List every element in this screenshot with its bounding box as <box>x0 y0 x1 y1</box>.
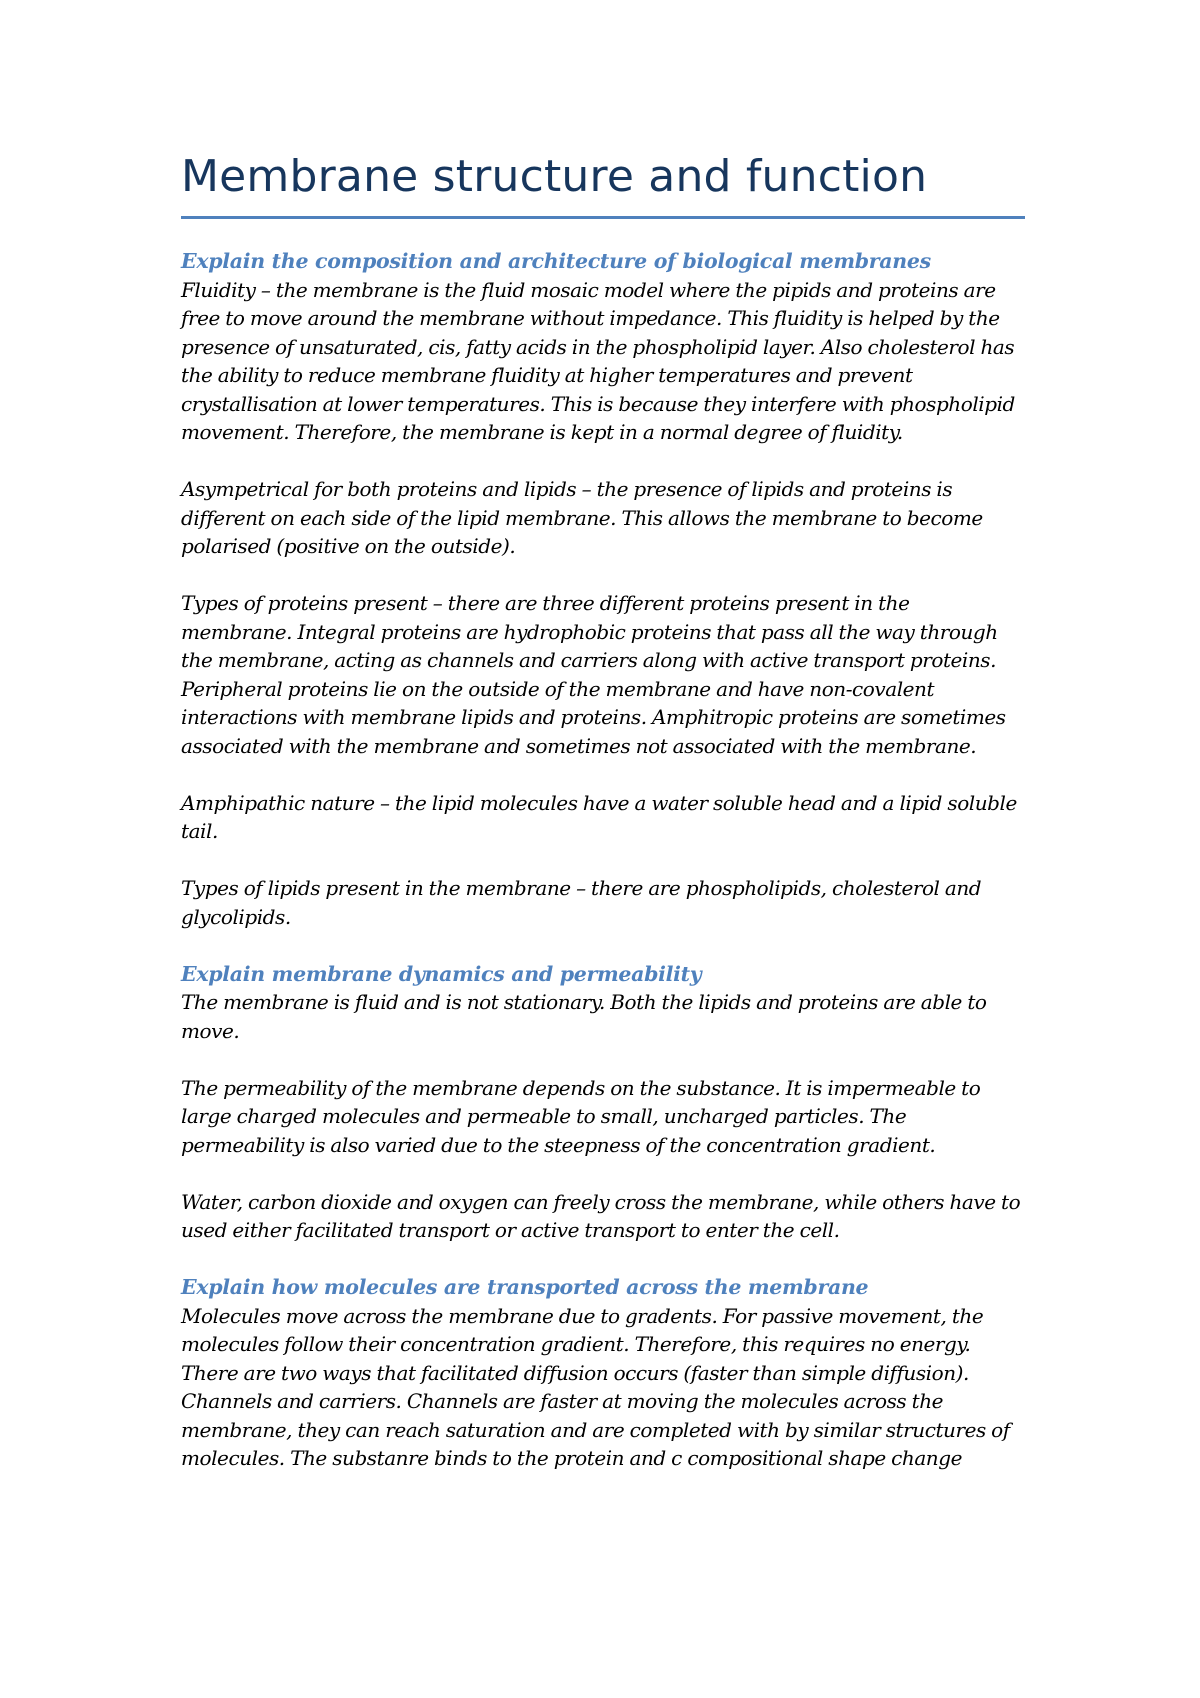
section-spacer <box>181 1245 1025 1274</box>
section-dynamics <box>181 960 1025 1245</box>
section-composition <box>181 247 1025 931</box>
paragraph-asymmetry: Asympetrical for both proteins and lipids – the presence of lipids and proteins is different on each side of the lipid membrane. This allows the membrane to become polarised (positive on the outside). <box>181 477 983 558</box>
section-heading: Explain membrane dynamics and permeability <box>181 961 702 986</box>
document-content <box>181 148 1025 1473</box>
paragraph-lipid-types: Types of lipids present in the membrane – there are phospholipids, cholesterol and glycolipids. <box>181 876 982 929</box>
section-heading: Explain the composition and architecture of biological membranes <box>181 249 931 273</box>
paragraph-fluidity: Fluidity – the membrane is the fluid mosaic model where the pipids and proteins are free to move around the membrane without impedance. This fluidity is helped by the presence of unsaturated, cis, fatty acids in the phospholipid layer. Also cholesterol has the ability to reduce membrane fluidity at higher temperatures and prevent crystallisation at lower temperatures. This is because they interfere with phospholipid movement. Therefore, the membrane is kept in a normal degree of fluidity. <box>181 277 1015 444</box>
paragraph-free-crossing: Water, carbon dioxide and oxygen can freely cross the membrane, while others have to used either facilitated transport or active transport to enter the cell. <box>181 1189 1021 1242</box>
page-title: Membrane structure and function <box>181 151 928 202</box>
section-heading: Explain how molecules are transported across the membrane <box>181 1275 869 1299</box>
paragraph-fluid-membrane: The membrane is fluid and is not stationary. Both the lipids and proteins are able to move. <box>181 990 987 1043</box>
section-spacer <box>181 931 1025 960</box>
title-underline <box>181 216 1025 219</box>
paragraph-gradients: Molecules move across the membrane due to gradents. For passive movement, the molecules follow their concentration gradient. Therefore, this requires no energy. There are two ways that facilitated diffusion occurs (faster than simple diffusion). Channels and carriers. Channels are faster at moving the molecules across the membrane, they can reach saturation and are completed with by similar structures of molecules. The substanre binds to the protein and c compositional shape change <box>181 1303 1010 1470</box>
paragraph-permeability: The permeability of the membrane depends on the substance. It is impermeable to large charged molecules and permeable to small, uncharged particles. The permeability is also varied due to the steepness of the concentration gradient. <box>181 1075 981 1157</box>
section-transport <box>181 1273 1025 1473</box>
paragraph-amphipathic: Amphipathic nature – the lipid molecules have a water soluble head and a lipid soluble tail. <box>181 790 1017 843</box>
paragraph-protein-types: Types of proteins present – there are three different proteins present in the membrane. Integral proteins are hydrophobic proteins that pass all the way through the membrane, acting as channels and carriers along with active transport proteins. Peripheral proteins lie on the outside of the membrane and have non-covalent interactions with membrane lipids and proteins. Amphitropic proteins are sometimes associated with the membrane and sometimes not associated with the membrane. <box>181 591 1006 758</box>
